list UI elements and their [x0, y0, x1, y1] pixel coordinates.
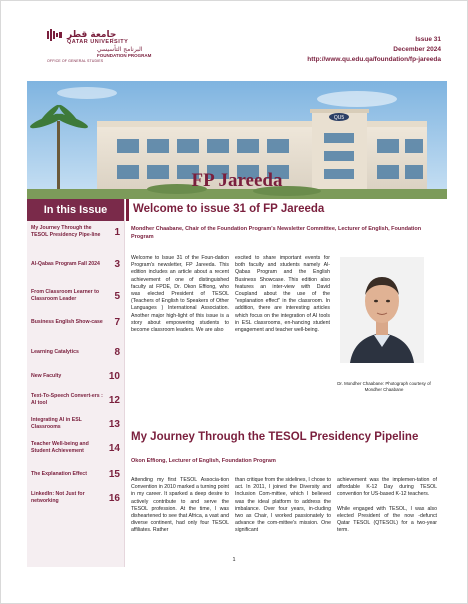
toc-item-page: 1	[114, 226, 120, 238]
toc-heading: In this Issue	[27, 199, 124, 221]
logo-mark-icon	[47, 29, 63, 41]
portrait-caption: Dr. Mondher Chaabane: Photograph courtesy of Mondher Chaabane	[337, 381, 431, 392]
toc-item-page: 12	[108, 394, 120, 406]
toc-item-title: From Classroom Learner to Classroom Leader	[31, 289, 100, 302]
welcome-banner	[126, 199, 447, 221]
toc-item-page: 16	[108, 492, 120, 504]
toc-item-title: Teacher Well-being and Student Achievement	[31, 441, 89, 454]
toc-item-page: 3	[114, 259, 120, 270]
toc-item[interactable]	[31, 289, 120, 303]
toc-item-page: 8	[114, 347, 120, 358]
toc-item-page: 7	[114, 317, 120, 328]
qatar-university-logo	[47, 29, 175, 73]
welcome-paragraph-2: excited to share important events for both faculty and students namely Al-Qabas Program and the English Business Showcase. This edition also features an inter-view with David Coupland about the use of the "explanation effect" in the classroom. In addition, there are interesting articles which focus on the integration of AI tools in ESL classrooms, en-hancing student engagement and teacher well-being.	[235, 255, 330, 334]
toc-item[interactable]	[31, 491, 120, 505]
toc-item-title: Integrating AI in ESL Classrooms	[31, 417, 82, 430]
toc-item-title: Al-Qabas Program Fall 2024	[31, 261, 100, 267]
issue-date: December 2024	[393, 46, 441, 53]
page-number: 1	[232, 557, 236, 563]
toc-item[interactable]	[31, 347, 120, 358]
welcome-column-1	[131, 255, 229, 334]
toc-item[interactable]	[31, 317, 120, 328]
toc-item[interactable]	[31, 371, 120, 382]
newsletter-url[interactable]: http://www.qu.edu.qa/foundation/fp-jareeda	[307, 56, 441, 63]
article-paragraph-4: While engaged with TESOL, I was also elected President of the now -defunct Qatar TESOL (QTESOL) for a two-year term.	[337, 505, 437, 534]
welcome-column-2	[235, 255, 330, 334]
article-paragraph-1: Attending my first TESOL Associa-tion Convention in 2010 marked a turning point in my career. It sparked a deep desire to actively contribute to and serve the TESOL profession. At the time, I was disheartened to see that Africa, a vast and diverse continent, had only four TESOL affiliates. Rather	[131, 477, 229, 534]
logo-english-office: OFFICE OF GENERAL STUDIES	[47, 59, 104, 63]
building-sign: QU5	[333, 115, 345, 121]
toc-item-title: The Explanation Effect	[31, 471, 87, 477]
logo-arabic-university: جامعة قطر	[67, 30, 117, 40]
campus-photo	[27, 81, 447, 199]
welcome-byline: Mondher Chaabane, Chair of the Foundation Program's Newsletter Committee, Lecturer of English, Foundation Program	[131, 226, 422, 240]
logo-english-university: QATAR UNIVERSITY	[67, 39, 129, 45]
toc-item[interactable]	[31, 441, 120, 455]
toc-item[interactable]	[31, 469, 120, 480]
article-column-3	[337, 477, 437, 534]
welcome-paragraph-1: Welcome to Issue 31 of the Foun-dation Program's newsletter, FP Jareeda. This edition includes an article about a recent achievement of one of distinguished faculty at FPDE, Dr. Okon Effiong, who was elected President of TESOL (Teachers of English to Speakers of Other Languages ) International Association. Another major high-light of this issue is a story about empowering students to become classroom leaders. We are also	[131, 255, 229, 334]
toc-item-title: Business English Show-case	[31, 319, 103, 325]
toc-item-title: My Journey Through the TESOL Presidency Pipe-line	[31, 225, 101, 238]
issue-number: Issue 31	[415, 36, 441, 43]
issue-info	[307, 35, 441, 65]
article-column-1	[131, 477, 229, 535]
toc-item-title: LinkedIn: Not Just for networking	[31, 491, 85, 504]
toc-item[interactable]	[31, 225, 120, 239]
toc-item-page: 14	[108, 442, 120, 454]
author-portrait	[340, 257, 424, 363]
toc-item[interactable]	[31, 393, 120, 407]
article-heading: My Journey Through the TESOL Presidency Pipeline	[131, 431, 419, 443]
toc-item-title: Learning Catalytics	[31, 349, 79, 355]
toc-item-title: New Faculty	[31, 373, 62, 379]
toc-item-page: 13	[108, 418, 120, 430]
toc-item[interactable]	[31, 259, 120, 270]
toc-item[interactable]	[31, 417, 120, 431]
toc-item-title: Text-To-Speech Convert-ers : AI tool	[31, 393, 103, 406]
table-of-contents	[27, 199, 125, 567]
newsletter-title: FP Jareeda	[191, 170, 283, 191]
logo-english-program: FOUNDATION PROGRAM	[97, 53, 152, 58]
toc-item-page: 10	[108, 371, 120, 382]
logo-arabic-program: البرنامج التأسيسي	[97, 46, 143, 53]
article-byline: Okon Effiong, Lecturer of English, Foundation Program	[131, 458, 276, 464]
article-column-2	[235, 477, 331, 535]
article-paragraph-3: achievement was the implemen-tation of affordable K-12 Day during TESOL convention for US-based K-12 teachers.	[337, 477, 437, 498]
article-paragraph-2: than critique from the sidelines, I chose to act. In 2011, I joined the Diversity and Inclusion Com-mittee, which I believed was the ideal platform to address the imbalance. Over four years, in-cluding two as Chair, I worked passionately to advance the com-mittee's mission. One significant	[235, 477, 331, 534]
toc-item-page: 15	[108, 469, 120, 480]
welcome-heading: Welcome to issue 31 of FP Jareeda	[133, 203, 325, 215]
toc-item-page: 5	[114, 290, 120, 302]
